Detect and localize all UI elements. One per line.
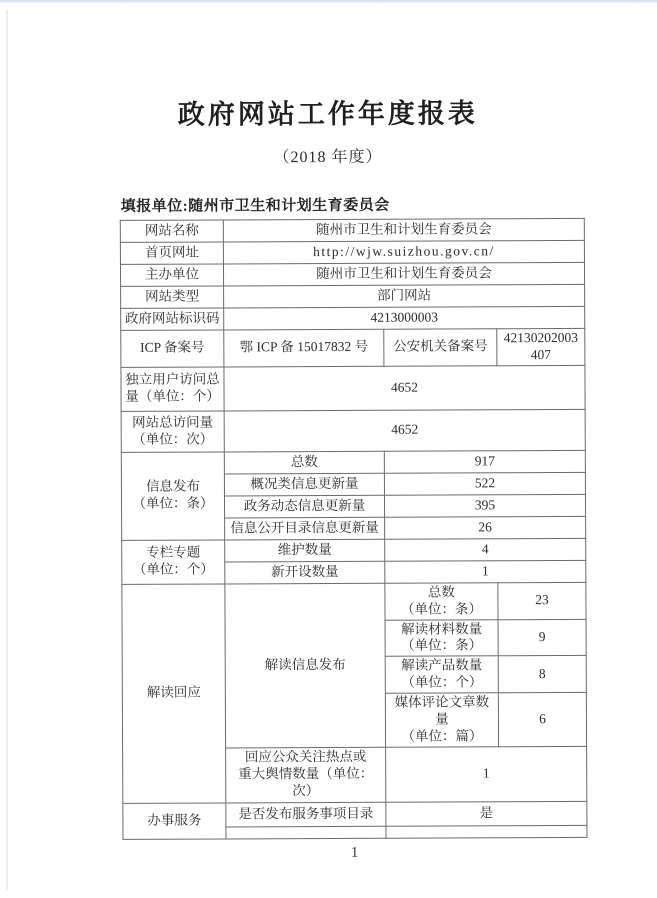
- interpret-publish-subgroup-label: 解读信息发布: [225, 583, 386, 748]
- service-directory-label: 是否发布服务事项目录: [226, 802, 386, 827]
- overview-updates-value: 522: [384, 472, 585, 495]
- row-homepage-url: [120, 240, 584, 264]
- row-info-total: [121, 450, 585, 474]
- service-partial-cell-right: [386, 825, 587, 838]
- row-total-visits: [121, 409, 585, 452]
- unique-visitors-value: 4652: [224, 365, 585, 411]
- overview-updates-label: 概况类信息更新量: [224, 473, 384, 496]
- row-site-id-code: [121, 306, 585, 330]
- host-unit-label: 主办单位: [120, 264, 223, 286]
- special-topics-group-label: 专栏专题 （单位：个）: [122, 540, 225, 584]
- interpret-materials-label: 解读材料数量 （单位：条）: [385, 619, 498, 656]
- service-group-label: 办事服务: [123, 803, 226, 839]
- police-filing-value: 42130202003 407: [497, 328, 585, 365]
- service-partial-cell-left: [226, 826, 386, 839]
- total-visits-value: 4652: [224, 409, 585, 452]
- row-icp-filing: [121, 328, 585, 367]
- row-topics-maintained: [122, 538, 586, 562]
- unique-visitors-label: 独立用户访问总 量（单位：个）: [121, 367, 224, 411]
- row-unique-visitors: [121, 365, 585, 411]
- info-publish-group-label: 信息发布 （单位：条）: [121, 452, 224, 540]
- row-interpret-total: [122, 582, 586, 621]
- service-directory-value: 是: [386, 801, 587, 826]
- topics-maintained-label: 维护数量: [225, 539, 385, 562]
- interpret-total-value: 23: [498, 582, 586, 619]
- media-articles-value: 6: [498, 692, 586, 746]
- homepage-url-label: 首页网址: [120, 242, 223, 264]
- site-id-code-label: 政府网站标识码: [121, 308, 224, 330]
- gov-news-updates-label: 政务动态信息更新量: [224, 495, 384, 518]
- total-visits-label: 网站总访问量 （单位：次）: [121, 411, 224, 452]
- row-service-directory: [123, 801, 587, 827]
- gov-news-updates-value: 395: [384, 494, 585, 517]
- topics-maintained-value: 4: [385, 538, 586, 561]
- interpret-products-value: 8: [498, 656, 586, 693]
- police-filing-label: 公安机关备案号: [384, 329, 497, 366]
- annual-report-table: [120, 218, 588, 840]
- topics-new-value: 1: [385, 560, 586, 583]
- hotspot-response-label: 回应公众关注热点或 重大舆情数量（单位： 次）: [226, 747, 386, 803]
- site-type-value: 部门网站: [224, 284, 585, 308]
- info-total-value: 917: [384, 450, 585, 473]
- site-name-value: 随州市卫生和计划生育委员会: [223, 218, 584, 242]
- open-directory-updates-value: 26: [385, 516, 586, 539]
- page-number: 1: [350, 844, 359, 861]
- site-name-label: 网站名称: [120, 220, 223, 242]
- topics-new-label: 新开设数量: [225, 561, 385, 584]
- media-articles-label: 媒体评论文章数量 （单位：篇）: [385, 693, 498, 747]
- document-subtitle: （2018 年度）: [273, 148, 383, 167]
- open-directory-updates-label: 信息公开目录信息更新量: [225, 517, 385, 540]
- hotspot-response-value: 1: [386, 746, 587, 802]
- row-host-unit: [120, 262, 584, 286]
- interpret-products-label: 解读产品数量 （单位：个）: [385, 656, 498, 693]
- host-unit-value: 随州市卫生和计划生育委员会: [223, 262, 584, 286]
- interpret-materials-value: 9: [498, 619, 586, 656]
- info-total-label: 总数: [224, 451, 384, 474]
- reporting-unit-line: 填报单位:随州市卫生和计划生育委员会: [120, 197, 390, 215]
- row-site-name: [120, 218, 584, 242]
- icp-filing-label: ICP 备案号: [121, 330, 224, 367]
- homepage-url-value: http://wjw.suizhou.gov.cn/: [223, 240, 584, 264]
- interpret-response-group-label: 解读回应: [122, 584, 226, 803]
- interpret-total-label: 总数 （单位：条）: [385, 583, 498, 620]
- document-title: 政府网站工作年度报表: [177, 98, 478, 130]
- icp-filing-value: 鄂 ICP 备 15017832 号: [224, 329, 384, 366]
- site-type-label: 网站类型: [121, 286, 224, 308]
- site-id-code-value: 4213000003: [224, 306, 585, 330]
- row-site-type: [121, 284, 585, 308]
